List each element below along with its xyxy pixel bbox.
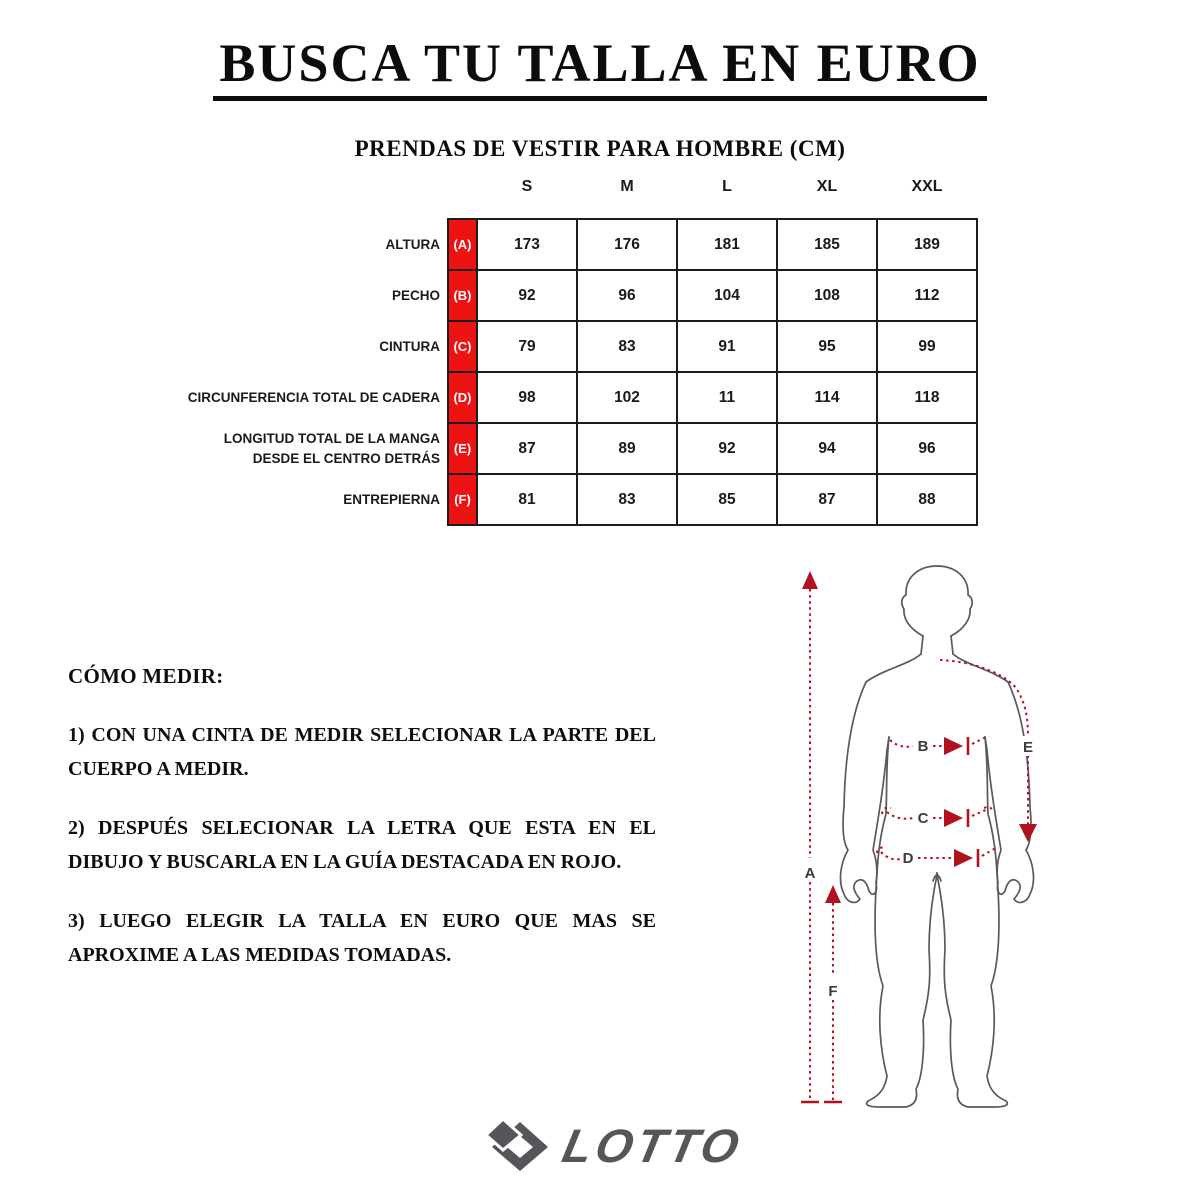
- diagram-label-b: B: [917, 738, 929, 755]
- table-row-cintura: [180, 321, 977, 372]
- cell-value: 102: [577, 372, 677, 423]
- cell-value: 104: [677, 270, 777, 321]
- how-to-measure-heading: CÓMO MEDIR:: [68, 664, 224, 688]
- header-spacer: [180, 172, 448, 219]
- cell-value: 92: [477, 270, 577, 321]
- lotto-logo: [482, 1116, 762, 1174]
- row-label: ENTREPIERNA: [343, 491, 440, 507]
- page-title: BUSCA TU TALLA EN EURO: [213, 34, 986, 101]
- cell-value: 98: [477, 372, 577, 423]
- cell-value: 118: [877, 372, 977, 423]
- row-label: CINTURA: [379, 338, 440, 354]
- cell-value: 94: [777, 423, 877, 474]
- table-row-entrepierna: [180, 474, 977, 525]
- table-row-manga: [180, 423, 977, 474]
- diagram-label-d: D: [902, 850, 914, 867]
- cell-value: 85: [677, 474, 777, 525]
- table-row-altura: [180, 219, 977, 270]
- hip-arrow: [877, 848, 996, 867]
- chest-arrow: [890, 737, 986, 755]
- cell-value: 79: [477, 321, 577, 372]
- size-table: [180, 172, 978, 526]
- cell-value: 83: [577, 321, 677, 372]
- page-header: [0, 34, 1200, 101]
- column-header-xxl: XXL: [911, 178, 943, 195]
- cell-value: 91: [677, 321, 777, 372]
- column-header-xl: XL: [816, 178, 838, 195]
- cell-value: 87: [777, 474, 877, 525]
- diagram-label-e: E: [1022, 739, 1034, 756]
- instruction-step-2: 2) DESPUÉS SELECIONAR LA LETRA QUE ESTA EN EL DIBUJO Y BUSCARLA EN LA GUÍA DESTACADA EN ROJO.: [68, 817, 656, 873]
- cell-value: 181: [677, 219, 777, 270]
- lotto-diamond-icon: [486, 1119, 548, 1171]
- row-letter-badge: (F): [448, 474, 477, 525]
- how-to-measure-section: [68, 664, 656, 999]
- row-label: PECHO: [391, 287, 440, 303]
- height-arrow: [801, 571, 819, 1102]
- column-header-s: S: [521, 178, 533, 195]
- row-letter-badge: (D): [448, 372, 477, 423]
- cell-value: 96: [877, 423, 977, 474]
- row-label: ALTURA: [385, 236, 440, 252]
- row-letter-badge: (B): [448, 270, 477, 321]
- instruction-step-1: 1) CON UNA CINTA DE MEDIR SELECIONAR LA PARTE DEL CUERPO A MEDIR.: [68, 724, 656, 780]
- page-subheader: [0, 136, 1200, 162]
- row-letter-badge: (E): [448, 423, 477, 474]
- cell-value: 176: [577, 219, 677, 270]
- diagram-label-c: C: [917, 810, 929, 827]
- row-letter-badge: (A): [448, 219, 477, 270]
- cell-value: 189: [877, 219, 977, 270]
- cell-value: 114: [777, 372, 877, 423]
- size-table-header-row: [180, 172, 977, 219]
- page-subtitle: PRENDAS DE VESTIR PARA HOMBRE (CM): [354, 136, 846, 161]
- row-label: LONGITUD TOTAL DE LA MANGA DESDE EL CENTRO DETRÁS: [223, 430, 440, 466]
- cell-value: 11: [677, 372, 777, 423]
- cell-value: 173: [477, 219, 577, 270]
- diagram-label-f: F: [828, 983, 838, 1000]
- row-letter-badge: (C): [448, 321, 477, 372]
- cell-value: 87: [477, 423, 577, 474]
- lotto-wordmark: LOTTO: [557, 1120, 748, 1173]
- cell-value: 81: [477, 474, 577, 525]
- column-header-m: M: [620, 178, 634, 195]
- row-label: CIRCUNFERENCIA TOTAL DE CADERA: [187, 389, 440, 405]
- column-header-l: L: [722, 178, 732, 195]
- cell-value: 83: [577, 474, 677, 525]
- table-row-cadera: [180, 372, 977, 423]
- cell-value: 108: [777, 270, 877, 321]
- cell-value: 96: [577, 270, 677, 321]
- instruction-step-3: 3) LUEGO ELEGIR LA TALLA EN EURO QUE MAS SE APROXIME A LAS MEDIDAS TOMADAS.: [68, 910, 656, 966]
- body-outline: [841, 566, 1034, 1107]
- cell-value: 185: [777, 219, 877, 270]
- cell-value: 89: [577, 423, 677, 474]
- table-row-pecho: [180, 270, 977, 321]
- cell-value: 99: [877, 321, 977, 372]
- body-measurement-diagram: [790, 552, 1100, 1137]
- diagram-label-a: A: [804, 865, 816, 882]
- cell-value: 88: [877, 474, 977, 525]
- header-spacer: [448, 172, 477, 219]
- cell-value: 95: [777, 321, 877, 372]
- waist-arrow: [882, 807, 992, 827]
- cell-value: 112: [877, 270, 977, 321]
- cell-value: 92: [677, 423, 777, 474]
